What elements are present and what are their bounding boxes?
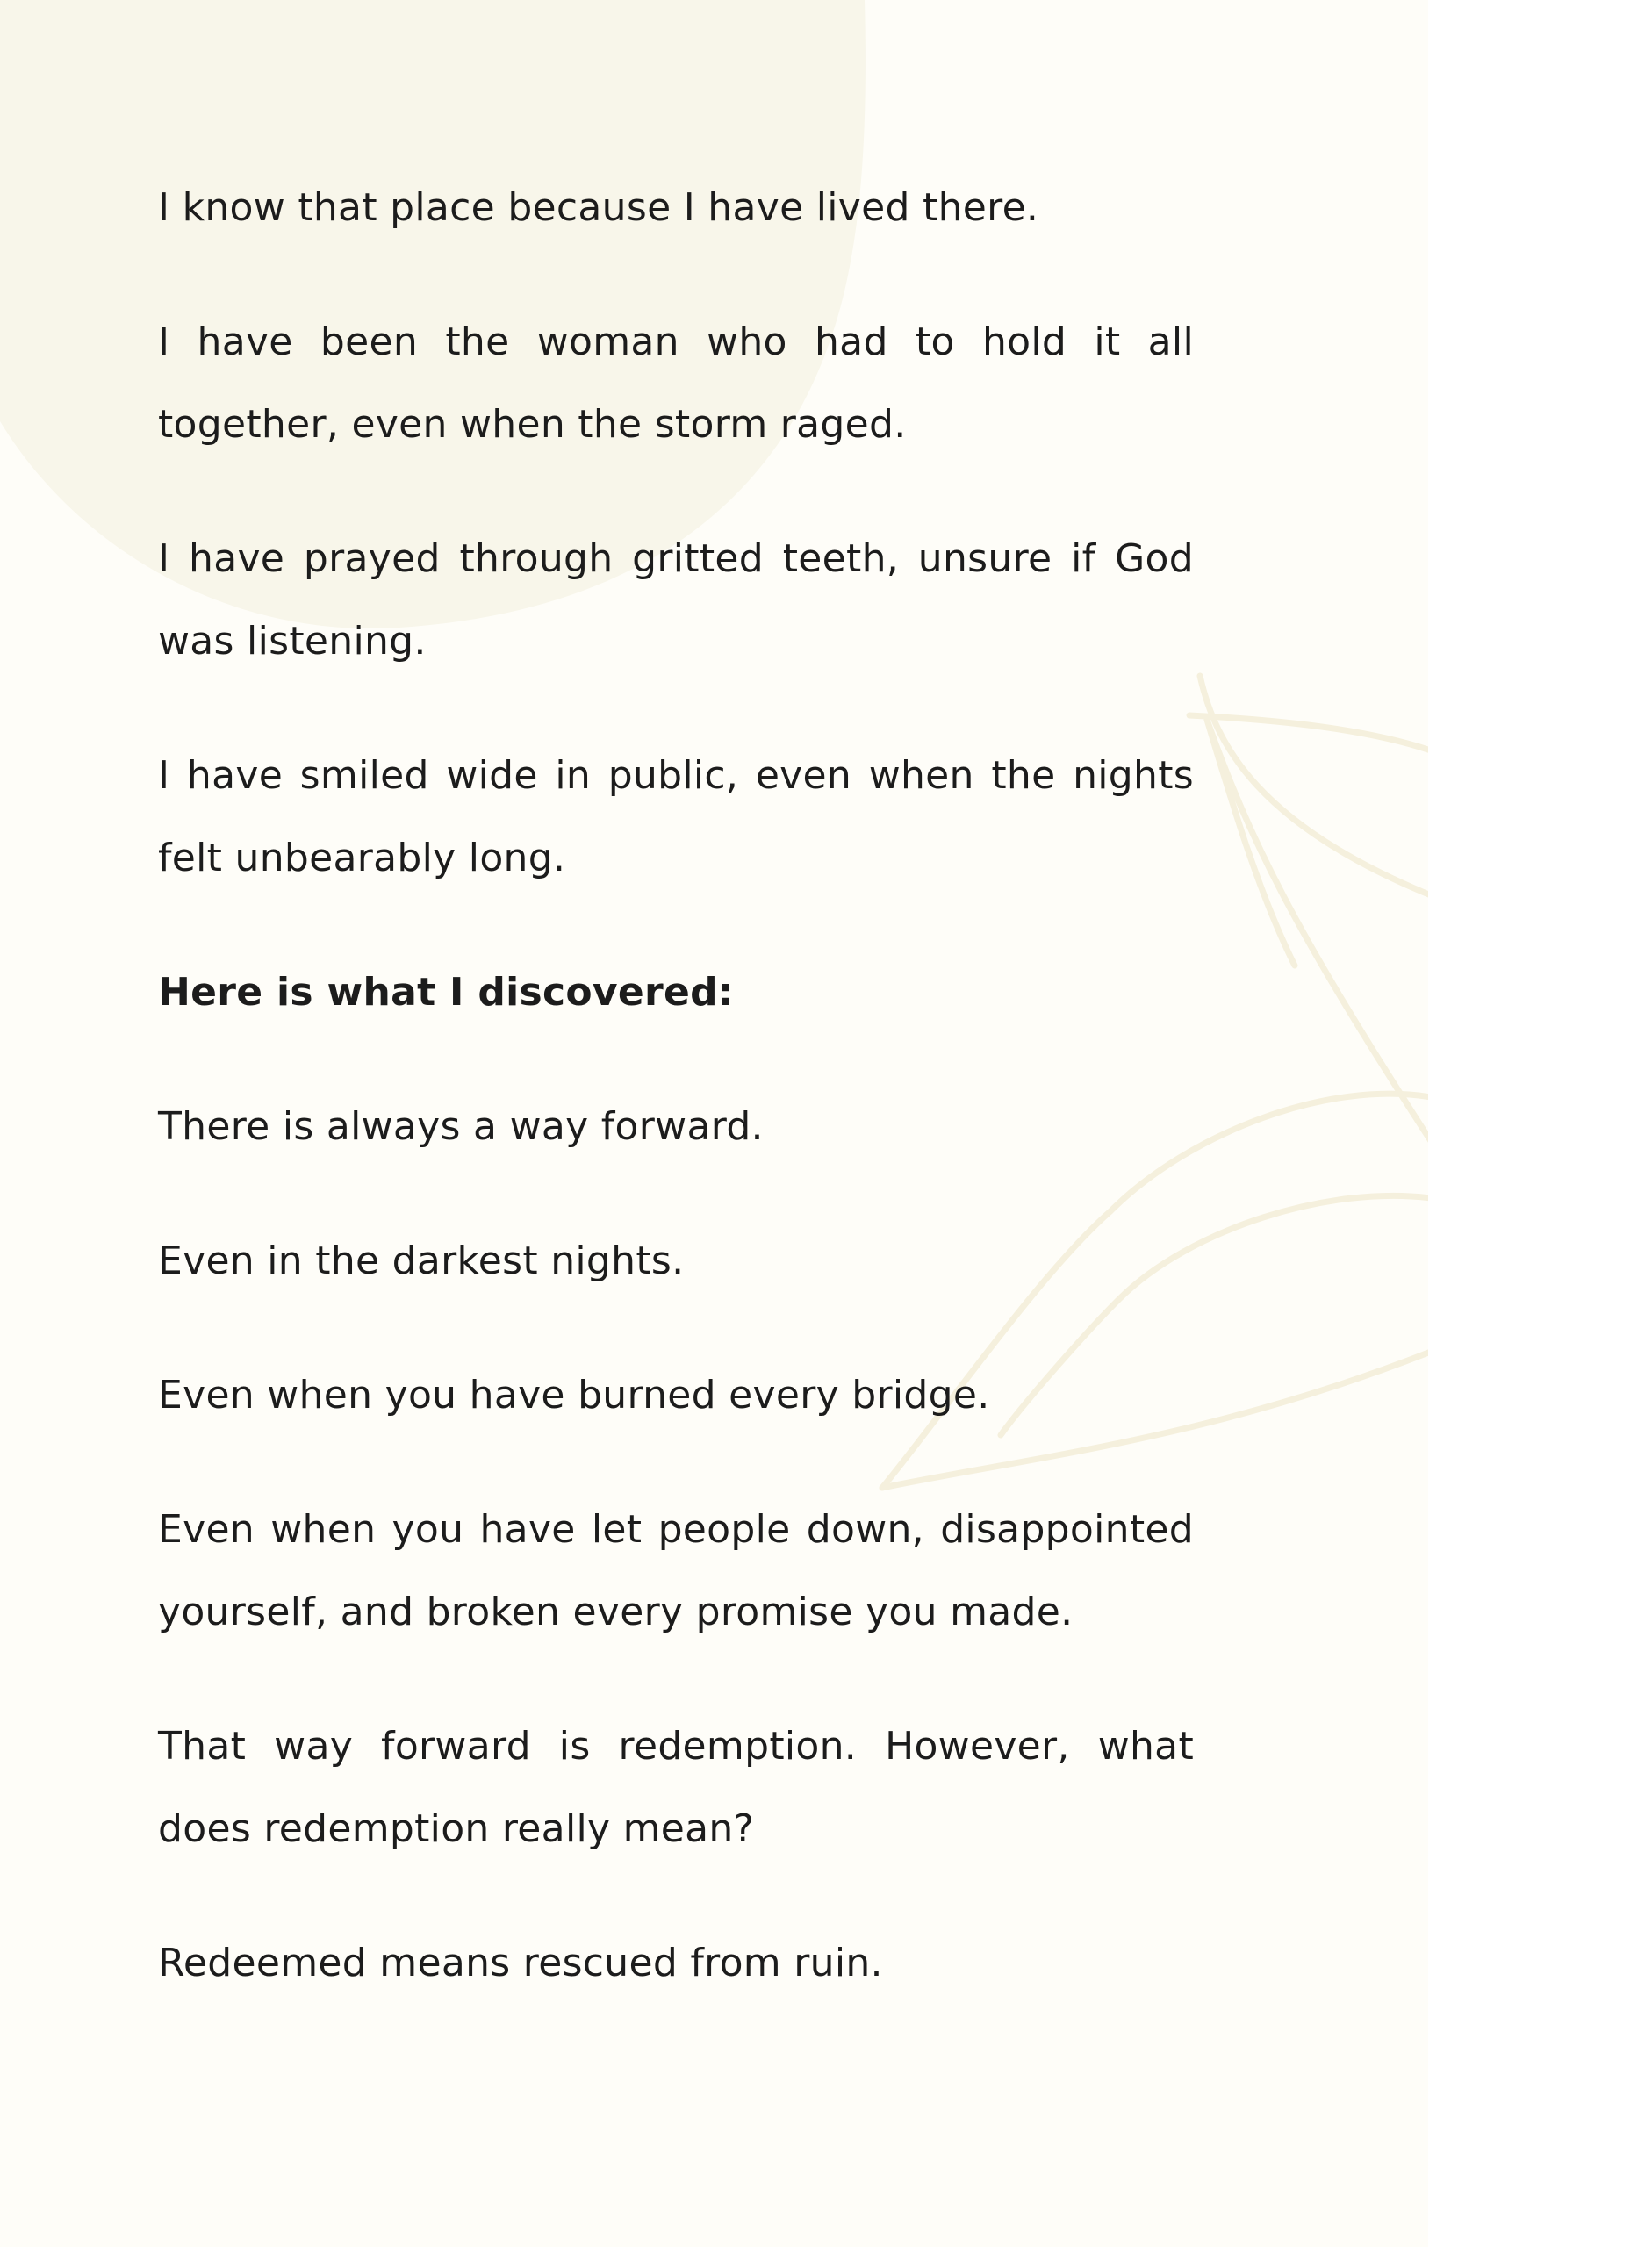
paragraph-9: Even when you have let people down, disappointed yourself, and broken every promise you made.: [158, 1507, 1194, 1634]
paragraph-6: There is always a way forward.: [158, 1104, 764, 1149]
paragraph-heading-discovered: Here is what I discovered:: [158, 970, 734, 1015]
paragraph-8: Even when you have burned every bridge.: [158, 1373, 990, 1418]
paragraph-2: I have been the woman who had to hold it all together, even when the storm raged.: [158, 319, 1194, 447]
paragraph-4: I have smiled wide in public, even when the nights felt unbearably long.: [158, 753, 1194, 880]
document-body: [158, 167, 1194, 2057]
leaf-line-3: [1207, 720, 1295, 966]
leaf-line-2: [1207, 720, 1428, 1141]
paragraph-3: I have prayed through gritted teeth, unsure if God was listening.: [158, 536, 1194, 664]
paragraph-1: I know that place because I have lived there.: [158, 185, 1039, 230]
paragraph-7: Even in the darkest nights.: [158, 1238, 685, 1283]
paragraph-11: Redeemed means rescued from ruin.: [158, 1941, 883, 1985]
paragraph-10: That way forward is redemption. However, what does redemption really mean?: [158, 1724, 1194, 1851]
